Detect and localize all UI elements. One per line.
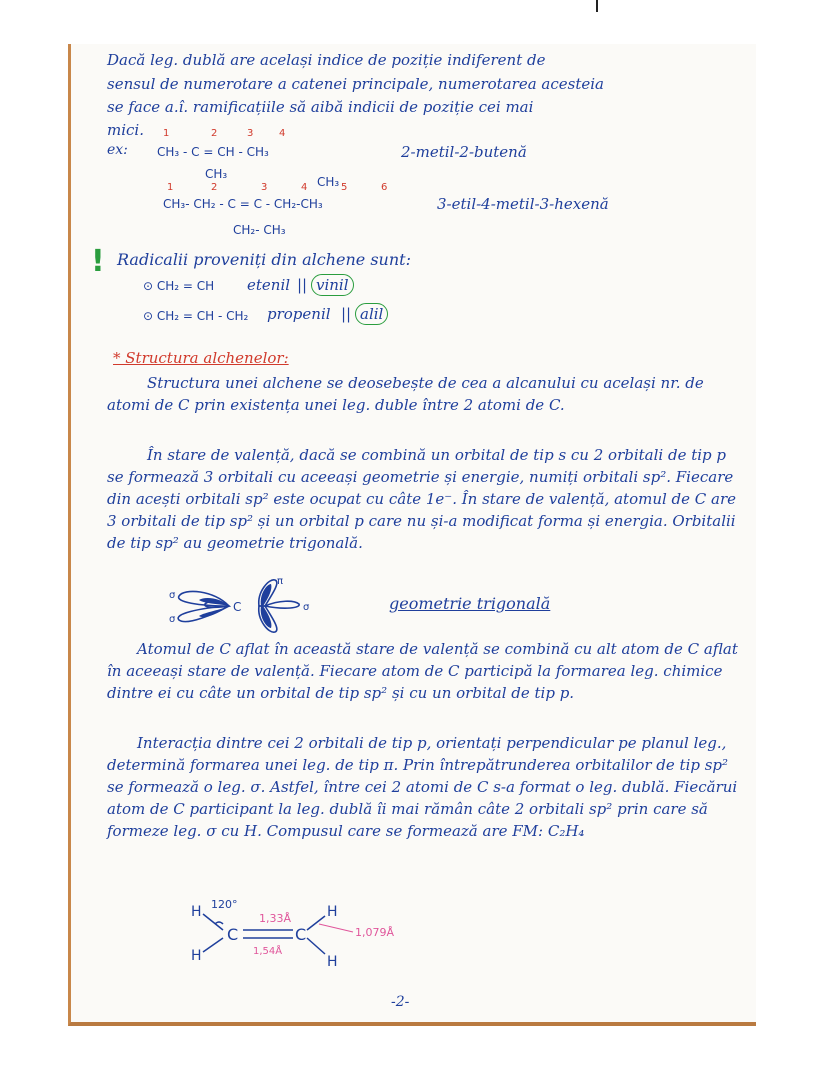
page-number: -2- [391,994,410,1010]
orbital-fill [261,606,272,628]
example2-formula: CH₃- CH₂ - C = C - CH₂-CH₃ [163,197,323,211]
c-h-bond [203,938,223,952]
c-h-bond [307,916,325,930]
radical1-name: etenil [247,276,291,294]
radical2-alt-name: alil [355,303,388,325]
pi-label: π [277,576,284,587]
sp2-orbital-diagram [159,570,359,640]
position-number: 3 [261,182,268,193]
hydrogen-label: H [327,904,338,920]
ethene-structure [181,896,481,976]
radical2-name: propenil [267,305,331,323]
para1-line1: Dacă leg. dublă are același indice de poziție indiferent de [107,51,546,69]
sigma-label: σ [169,590,176,601]
radical1-formula: ⊙ CH₂ = CH [143,279,215,293]
para3: În stare de valență, dacă se combină un orbital de tip s cu 2 orbitali de tip p se formează 3 orbitali cu aceeași geometrie și energie, numiți orbitali sp². Fiecare din acești orbitali sp² este ocupat cu câte 1e⁻. În stare de valență, atomul de C are 3 orbitali de tip sp² și un orbital p care nu și-a modificat forma și energia. Orbitalii de tip sp² au geometrie trigonală. [107,446,737,552]
para1-line3: se face a.î. ramificațiile să aibă indicii de poziție cei mai [107,98,534,116]
position-number: 6 [381,182,388,193]
position-number: 1 [167,182,174,193]
orbital-fill [261,584,272,606]
example2-branch-top: CH₃ [317,175,340,189]
radical1-alt-name: vinil [311,274,354,296]
cc-double-length: 1,33Å [259,912,292,925]
page-edge-mark [596,0,598,12]
ch-bond-length: 1,079Å [355,926,395,939]
separator: || [341,305,352,323]
angle-arc [215,922,223,924]
position-number: 2 [211,128,218,139]
position-number: 4 [279,128,286,139]
sigma-label: σ [303,602,310,613]
para4: Atomul de C aflat în această stare de valență se combină cu alt atom de C aflat în aceeași stare de valență. Fiecare atom de C participă la formarea leg. chimice dintre ei cu câte un orbital de tip sp² și cu un orbital de tip p. [107,640,738,702]
orbital-lobe [178,606,229,622]
radicals-intro: Radicalii proveniți din alchene sunt: [117,250,411,269]
sigma-label: σ [169,614,176,625]
carbon-label: C [227,925,239,944]
cc-single-length: 1,54Å [253,946,283,957]
position-number: 5 [341,182,348,193]
position-number: 1 [163,128,170,139]
hydrogen-label: H [191,948,202,964]
radical2-formula: ⊙ CH₂ = CH - CH₂ [143,309,249,323]
example1-branch: CH₃ [205,167,228,181]
position-number: 2 [211,182,218,193]
hydrogen-label: H [191,904,202,920]
position-number: 4 [301,182,308,193]
pointer-line [319,924,353,932]
notebook-page [68,44,756,1026]
example1-formula: CH₃ - C = CH - CH₃ [157,145,269,159]
position-number: 3 [247,128,254,139]
example2-name: 3-etil-4-metil-3-hexenă [437,195,609,213]
hydrogen-label: H [327,954,338,970]
p-orbital-lobe [265,601,299,608]
orbital-caption: geometrie trigonală [389,594,551,613]
para1-line2: sensul de numerotare a catenei principale, numerotarea acesteia [107,75,604,93]
section-heading: * Structura alchenelor: [113,349,289,367]
para2: Structura unei alchene se deosebește de cea a alcanului cu același nr. de atomi de C prin existența unei leg. duble între 2 atomi de C. [107,374,704,414]
exclamation-icon: ! [91,244,105,279]
bond-angle: 120° [211,898,238,911]
para5: Interacția dintre cei 2 orbitali de tip p, orientați perpendicular pe planul leg., determină formarea unei leg. de tip π. Prin întrepătrunderea orbitalilor de tip sp² se formează o leg. σ. Astfel, între cei 2 atomi de C s-a format o leg. dublă. Fiecărui atom de C participant la leg. dublă îi mai rămân câte 2 orbitali sp² prin care să formeze leg. σ cu H. Compusul care se formează are FM: C₂H₄ [107,734,738,840]
para1-line4: mici. [107,121,144,139]
separator: || [297,276,308,294]
carbon-label: C [295,925,307,944]
c-h-bond [307,938,325,954]
example2-branch-bottom: CH₂- CH₃ [233,223,286,237]
example-prefix: ex: [107,142,128,158]
carbon-label: C [233,600,242,614]
example1-name: 2-metil-2-butenă [401,143,527,161]
